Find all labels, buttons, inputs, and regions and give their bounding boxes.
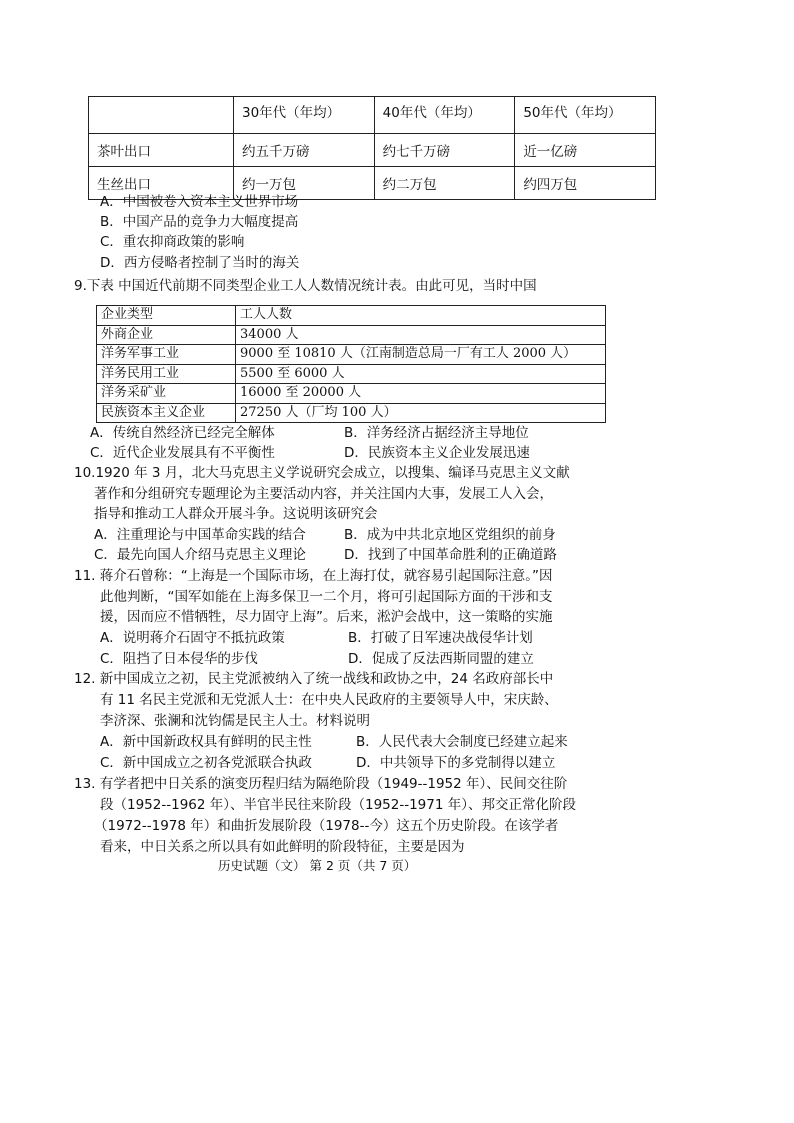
table-cell: 洋务采矿业: [97, 384, 236, 404]
q11-option-b: B．打破了日军速决战侵华计划: [348, 630, 533, 646]
q11-line-2: 此他判断，“国军如能在上海多保卫一二个月，将可引起国际方面的干涉和支: [100, 589, 553, 605]
table-row: [97, 345, 606, 365]
table-cell: 27250 人（厂均 100 人）: [236, 403, 606, 423]
table-cell: 5500 至 6000 人: [236, 364, 606, 384]
q8-option-a: A．中国被卷入资本主义世界市场: [100, 194, 299, 210]
table-cell: 民族资本主义企业: [97, 403, 236, 423]
worker-table: [96, 305, 606, 423]
table-cell: 16000 至 20000 人: [236, 384, 606, 404]
q8-option-c: C．重农抑商政策的影响: [100, 234, 245, 250]
table-cell: 生丝出口: [89, 167, 234, 200]
table-cell: 9000 至 10810 人（江南制造总局一厂有工人 2000 人）: [236, 345, 606, 365]
table-cell: [89, 97, 234, 134]
table-row: [89, 97, 656, 134]
q13-line-3: （1972--1978 年）和曲折发展阶段（1978--今）这五个历史阶段。在该学者: [94, 818, 559, 834]
table-cell: 近一亿磅: [515, 134, 656, 167]
export-table: [88, 96, 656, 200]
q13-line-1: 13. 有学者把中日关系的演变历程归结为隔绝阶段（1949--1952 年）、民间交往阶: [74, 776, 568, 792]
q10-option-b: B．成为中共北京地区党组织的前身: [344, 527, 556, 543]
q12-line-3: 李济深、张澜和沈钧儒是民主人士。材料说明: [100, 713, 370, 729]
q13-line-4: 看来，中日关系之所以具有如此鲜明的阶段特征，主要是因为: [100, 839, 465, 855]
q12-option-c: C．新中国成立之初各党派联合执政: [100, 755, 312, 771]
table-cell: 约二万包: [374, 167, 515, 200]
table-cell: 30年代（年均）: [234, 97, 375, 134]
table-cell: 约一万包: [234, 167, 375, 200]
table-row: [97, 364, 606, 384]
q8-option-d: D．西方侵略者控制了当时的海关: [100, 255, 300, 271]
table-row: [89, 134, 656, 167]
q10-line-2: 著作和分组研究专题理论为主要活动内容，并关注国内大事，发展工人入会，: [94, 486, 553, 502]
q12-option-b: B．人民代表大会制度已经建立起来: [356, 734, 568, 750]
table-row: [97, 384, 606, 404]
q9-option-b: B．洋务经济占据经济主导地位: [344, 425, 529, 441]
q11-option-c: C．阻挡了日本侵华的步伐: [100, 651, 258, 667]
table-cell: 40年代（年均）: [374, 97, 515, 134]
q11-line-1: 11. 蒋介石曾称：“上海是一个国际市场，在上海打仗，就容易引起国际注意。”因: [74, 568, 553, 584]
table-cell: 洋务民用工业: [97, 364, 236, 384]
q8-option-b: B．中国产品的竞争力大幅度提高: [100, 214, 299, 230]
table-row: [97, 403, 606, 423]
q10-option-c: C．最先向国人介绍马克思主义理论: [94, 547, 306, 563]
table-cell: 洋务军事工业: [97, 345, 236, 365]
q9-option-a: A．传统自然经济已经完全解体: [90, 425, 275, 441]
table-row: [97, 306, 606, 326]
q10-line-3: 指导和推动工人群众开展斗争。这说明该研究会: [94, 506, 378, 522]
q10-option-d: D．找到了中国革命胜利的正确道路: [344, 547, 557, 563]
q13-line-2: 段（1952--1962 年）、半官半民往来阶段（1952--1971 年）、邦交正常化阶段: [100, 797, 576, 813]
table-cell: 约七千万磅: [374, 134, 515, 167]
q12-line-1: 12. 新中国成立之初，民主党派被纳入了统一战线和政协之中，24 名政府部长中: [74, 671, 554, 687]
q12-option-a: A．新中国新政权具有鲜明的民主性: [100, 734, 312, 750]
table-cell: 34000 人: [236, 325, 606, 345]
q10-option-a: A．注重理论与中国革命实践的结合: [94, 527, 306, 543]
q11-option-d: D．促成了反法西斯同盟的建立: [348, 651, 534, 667]
table-cell: 企业类型: [97, 306, 236, 326]
q12-option-d: D．中共领导下的多党制得以建立: [356, 755, 556, 771]
q11-option-a: A．说明蒋介石固守不抵抗政策: [100, 630, 285, 646]
table-row: [97, 325, 606, 345]
page-footer: 历史试题（文） 第 2 页（共 7 页）: [218, 858, 417, 873]
table-cell: 50年代（年均）: [515, 97, 656, 134]
table-cell: 茶叶出口: [89, 134, 234, 167]
table-cell: 外商企业: [97, 325, 236, 345]
q12-line-2: 有 11 名民主党派和无党派人士：在中央人民政府的主要领导人中，宋庆龄、: [100, 692, 558, 708]
q9-option-c: C．近代企业发展具有不平衡性: [90, 445, 275, 461]
table-cell: 工人人数: [236, 306, 606, 326]
q9-stem: 9.下表 中国近代前期不同类型企业工人人数情况统计表。由此可见，当时中国: [74, 278, 537, 294]
q11-line-3: 援，因而应不惜牺牲，尽力固守上海”。后来，淞沪会战中，这一策略的实施: [100, 609, 553, 625]
table-cell: 约五千万磅: [234, 134, 375, 167]
table-cell: 约四万包: [515, 167, 656, 200]
q9-option-d: D．民族资本主义企业发展迅速: [344, 445, 530, 461]
q10-line-1: 10.1920 年 3 月，北大马克思主义学说研究会成立，以搜集、编译马克思主义文献: [74, 465, 570, 481]
